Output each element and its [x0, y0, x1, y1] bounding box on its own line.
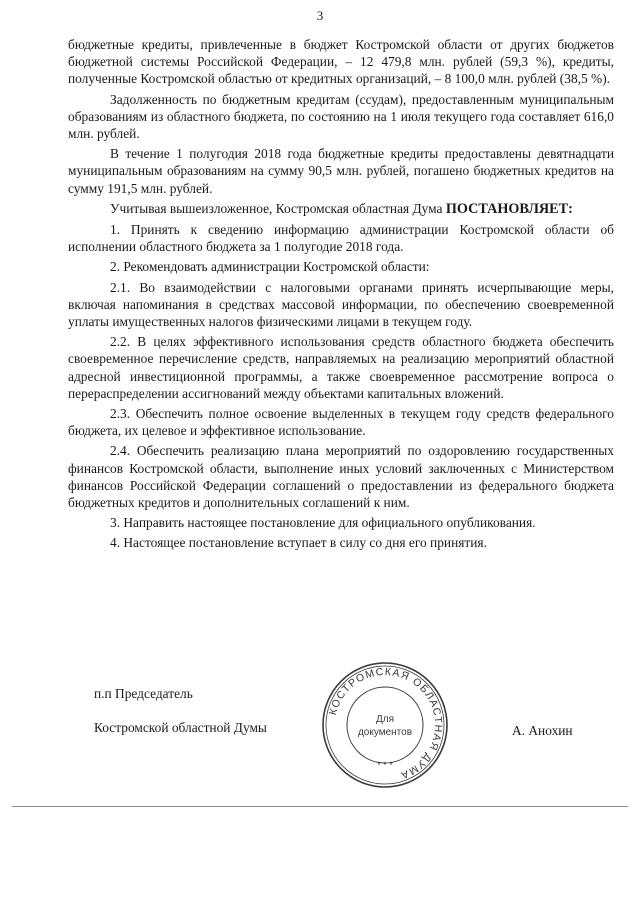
paragraph-credits-sources: бюджетные кредиты, привлеченные в бюджет Костромской области от других бюджетов бюджетной системы Российской Федерации, – 12 479,8 млн. рублей (59,3 %), кредиты, полученные Костромской областью от кредитных организаций, – 8 100,0 млн. рублей (38,5 %).: [68, 37, 614, 87]
paragraph-item-4: 4. Настоящее постановление вступает в силу со дня его принятия.: [110, 535, 487, 551]
official-stamp: [320, 660, 450, 790]
paragraph-item-2: 2. Рекомендовать администрации Костромской области:: [110, 259, 430, 275]
stamp-inner-ring: [347, 687, 423, 763]
resolves-intro: Учитывая вышеизложенное, Костромская областная Дума: [110, 200, 446, 216]
signature-name: А. Анохин: [512, 723, 573, 738]
paragraph-resolves: [68, 200, 614, 218]
paragraph-debt: Задолженность по бюджетным кредитам (ссудам), предоставленным муниципальным образованиям из областного бюджета, по состоянию на 1 июля текущего года составляет 616,0 млн. рублей.: [68, 91, 614, 142]
paragraph-item-2-3: 2.3. Обеспечить полное освоение выделенных в текущем году средств федерального бюджета, их целевое и эффективное использование.: [68, 406, 614, 439]
resolves-keyword: ПОСТАНОВЛЯЕТ:: [445, 200, 573, 217]
paragraph-item-2-2: 2.2. В целях эффективного использования средств областного бюджета обеспечить своевременное перечисление средств, направляемых на реализацию мероприятий областной адресной инвестиционной программы, а также своевременное рассмотрение вопроса о перераспределении ассигнований между объектами капитальных вложений.: [68, 334, 614, 401]
stamp-center-line1: Для: [375, 714, 395, 725]
signature-block: [94, 684, 267, 738]
paragraph-item-1: 1. Принять к сведению информацию администрации Костромской области об исполнении областного бюджета за 1 полугодие 2018 года.: [68, 222, 614, 255]
page-number: 3: [316, 8, 324, 23]
stamp-ring-text: КОСТРОМСКАЯ ОБЛАСТНАЯ ДУМА: [327, 665, 445, 782]
paragraph-item-2-4: 2.4. Обеспечить реализацию плана мероприятий по оздоровлению государственных финансов Костромской области, выполнение иных условий заключенных с Министерством финансов Российской Федерации соглашений о предоставлении из федерального бюджета бюджетных кредитов и дополнительных соглашений к ним.: [68, 443, 614, 511]
paragraph-half-year: В течение 1 полугодия 2018 года бюджетные кредиты предоставлены девятнадцати муниципальным образованиям на сумму 90,5 млн. рублей, погашено бюджетных кредитов на сумму 191,5 млн. рублей.: [68, 146, 614, 196]
stamp-stars: * * *: [377, 760, 393, 770]
signature-title: п.п Председатель: [94, 686, 193, 701]
signature-organization: Костромской областной Думы: [94, 720, 267, 735]
paragraph-item-3: 3. Направить настоящее постановление для официального опубликования.: [110, 515, 536, 531]
paragraph-item-2-1: 2.1. Во взаимодействии с налоговыми органами принять исчерпывающие меры, включая напоминания в средствах массовой информации, по обеспечению своевременной уплаты имущественных налогов физическими лицами в текущем году.: [68, 279, 614, 330]
document-body: [68, 36, 614, 555]
stamp-center-line2: документов: [357, 727, 413, 738]
bottom-divider: [12, 806, 628, 807]
